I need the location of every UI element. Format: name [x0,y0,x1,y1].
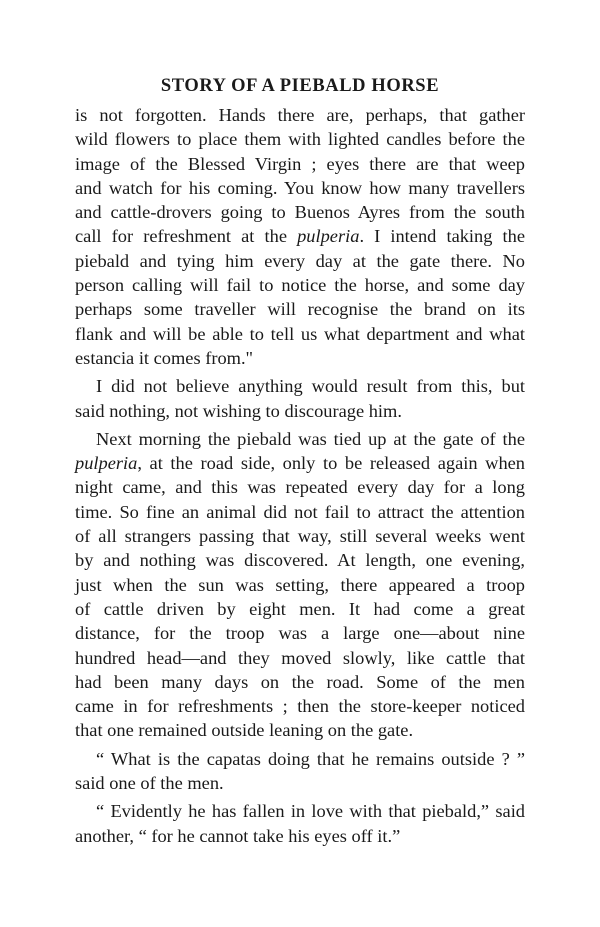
text-line: had been many days on the road. Some of the men [75,671,525,692]
text-line: of cattle driven by eight men. It had come a great [75,598,525,619]
text-line: estancia it comes from." [75,347,254,368]
paragraph [75,427,525,743]
text-line: “ What is the capatas doing that he remains outside ? ” [96,748,525,769]
running-head: STORY OF A PIEBALD HORSE [160,76,440,96]
text-line: just when the sun was setting, there appeared a troop [75,574,525,595]
text-line: time. So fine an animal did not fail to attract the attention [75,501,525,522]
text-line: and cattle-drovers going to Buenos Ayres from the south [75,202,525,223]
text-line: said nothing, not wishing to discourage him. [75,400,402,421]
text-line: Next morning the piebald was tied up at the gate of the [96,428,525,449]
text-line: said one of the men. [75,773,224,794]
text-line: by and nothing was discovered. At length, one evening, [75,550,525,571]
text-line: person calling will fail to notice the horse, and some day [75,275,525,296]
body-text [75,103,525,848]
text-line: is not forgotten. Hands there are, perhaps, that gather [75,105,525,125]
text-line: I did not believe anything would result from this, but [96,376,525,397]
text-line: call for refreshment at the pulperia. I intend taking the [75,226,526,247]
text-line: “ Evidently he has fallen in love with that piebald,” said [96,801,525,822]
text-line: came in for refreshments ; then the store-keeper noticed [75,696,525,717]
paragraph [75,799,525,848]
text-line: another, “ for he cannot take his eyes off it.” [75,825,401,846]
text-line: wild flowers to place them with lighted candles before the [75,129,525,150]
text-line: pulperia, at the road side, only to be released again when [75,453,525,474]
italic-word: pulperia [75,453,138,474]
text-line: piebald and tying him every day at the gate there. No [75,250,525,271]
text-line: image of the Blessed Virgin ; eyes there are that weep [75,153,525,174]
italic-word: pulperia [297,226,360,247]
paragraph [75,747,525,796]
text-line: and watch for his coming. You know how many travellers [75,177,525,198]
paragraph [75,374,525,423]
text-line: that one remained outside leaning on the gate. [75,720,414,741]
text-line: flank and will be able to tell us what department and what [75,323,525,344]
text-line: of all strangers passing that way, still several weeks went [75,526,525,547]
text-line: hundred head—and they moved slowly, like cattle that [75,647,525,668]
text-line: night came, and this was repeated every day for a long [75,477,525,498]
paragraph [75,103,525,370]
text-line: distance, for the troop was a large one—about nine [75,623,525,644]
text-line: perhaps some traveller will recognise the brand on its [75,299,525,320]
